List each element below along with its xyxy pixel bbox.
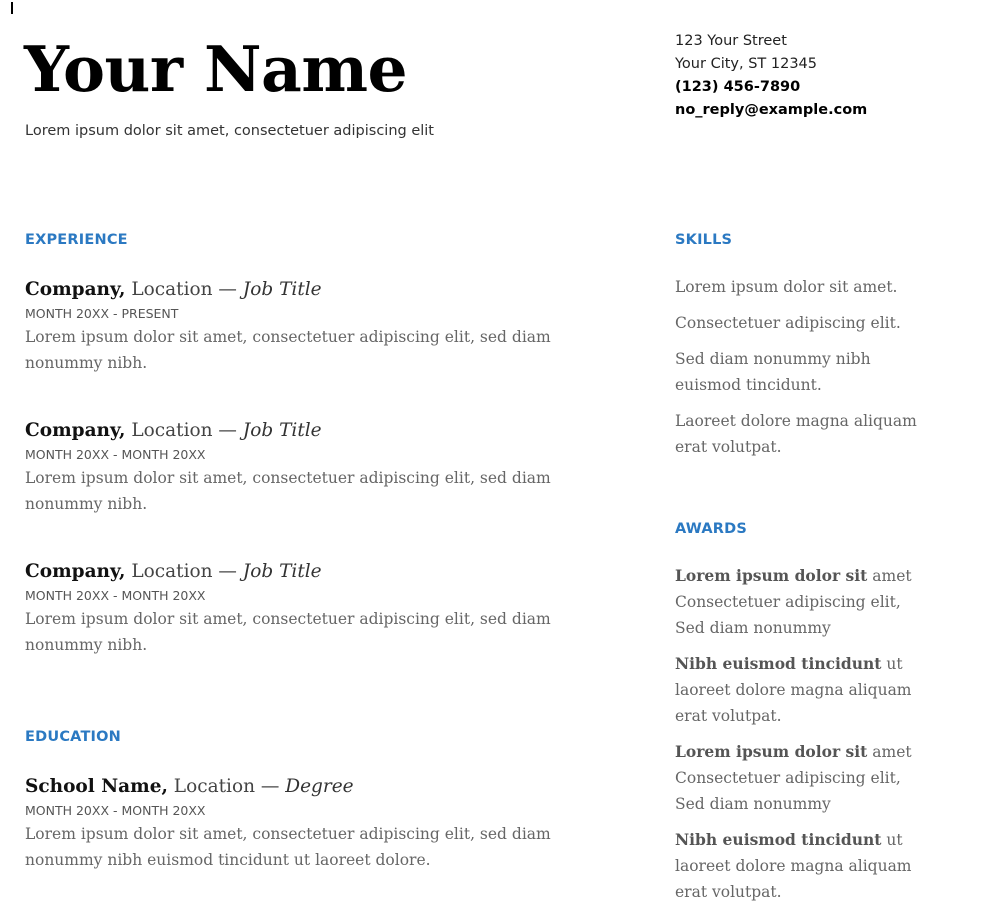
education-entry <box>25 774 625 873</box>
contact-block <box>675 30 867 122</box>
experience-entry <box>25 418 625 517</box>
experience-entry <box>25 559 625 658</box>
skills-list <box>675 274 935 470</box>
entry-description[interactable]: Lorem ipsum dolor sit amet, consectetuer adipiscing elit, sed diam nonummy nibh. <box>25 469 551 513</box>
school-location: Location — <box>167 776 286 797</box>
entry-title[interactable] <box>25 418 625 444</box>
resume-name[interactable]: Your Name <box>24 32 408 106</box>
entry-title[interactable] <box>25 277 625 303</box>
award-title: Nibh euismod tincidunt <box>675 654 882 673</box>
resume-tagline[interactable]: Lorem ipsum dolor sit amet, consectetuer adipiscing elit <box>25 123 434 139</box>
skills-heading[interactable]: SKILLS <box>675 232 733 248</box>
experience-heading[interactable]: EXPERIENCE <box>25 232 128 248</box>
award-title: Lorem ipsum dolor sit <box>675 742 868 761</box>
award-title: Nibh euismod tincidunt <box>675 830 882 849</box>
contact-phone[interactable]: (123) 456-7890 <box>675 79 801 95</box>
skill-item[interactable]: Lorem ipsum dolor sit amet. <box>675 278 898 296</box>
award-text: amet Consectetuer adipiscing elit, Sed diam nonummy <box>675 743 912 813</box>
entry-dates[interactable]: MONTH 20XX - MONTH 20XX <box>25 447 206 462</box>
contact-city[interactable]: Your City, ST 12345 <box>675 56 817 72</box>
entry-description[interactable]: Lorem ipsum dolor sit amet, consectetuer adipiscing elit, sed diam nonummy nibh. <box>25 328 551 372</box>
award-item[interactable] <box>675 739 925 817</box>
award-text: amet Consectetuer adipiscing elit, Sed diam nonummy <box>675 567 912 637</box>
company-location: Location — <box>125 279 243 300</box>
contact-street[interactable]: 123 Your Street <box>675 33 787 49</box>
company-location: Location — <box>125 561 243 582</box>
entry-dates[interactable]: MONTH 20XX - MONTH 20XX <box>25 803 206 818</box>
award-text: ut laoreet dolore magna aliquam erat volutpat. <box>675 655 912 725</box>
school-name: School Name, <box>25 776 168 797</box>
skill-item[interactable]: Laoreet dolore magna aliquam erat volutpat. <box>675 412 917 456</box>
company-name: Company, <box>25 420 126 441</box>
award-item[interactable] <box>675 827 925 905</box>
awards-list <box>675 563 935 915</box>
skill-item[interactable]: Sed diam nonummy nibh euismod tincidunt. <box>675 350 871 394</box>
entry-description[interactable]: Lorem ipsum dolor sit amet, consectetuer adipiscing elit, sed diam nonummy nibh. <box>25 610 551 654</box>
experience-entry <box>25 277 625 376</box>
skill-item[interactable]: Consectetuer adipiscing elit. <box>675 314 901 332</box>
entry-title[interactable] <box>25 559 625 585</box>
education-heading[interactable]: EDUCATION <box>25 729 122 745</box>
entry-description[interactable]: Lorem ipsum dolor sit amet, consectetuer adipiscing elit, sed diam nonummy nibh euismod tincidunt ut laoreet dolore. <box>25 825 551 869</box>
award-title: Lorem ipsum dolor sit <box>675 566 868 585</box>
job-title: Job Title <box>242 561 322 582</box>
job-title: Job Title <box>242 279 322 300</box>
company-name: Company, <box>25 561 126 582</box>
degree: Degree <box>285 776 354 797</box>
contact-email[interactable]: no_reply@example.com <box>675 102 868 118</box>
job-title: Job Title <box>242 420 322 441</box>
award-item[interactable] <box>675 651 925 729</box>
text-cursor <box>11 2 13 14</box>
entry-dates[interactable]: MONTH 20XX - MONTH 20XX <box>25 588 206 603</box>
company-name: Company, <box>25 279 126 300</box>
awards-heading[interactable]: AWARDS <box>675 521 747 537</box>
entry-title[interactable] <box>25 774 625 800</box>
award-item[interactable] <box>675 563 925 641</box>
entry-dates[interactable]: MONTH 20XX - PRESENT <box>25 306 179 321</box>
award-text: ut laoreet dolore magna aliquam erat volutpat. <box>675 831 912 901</box>
company-location: Location — <box>125 420 243 441</box>
